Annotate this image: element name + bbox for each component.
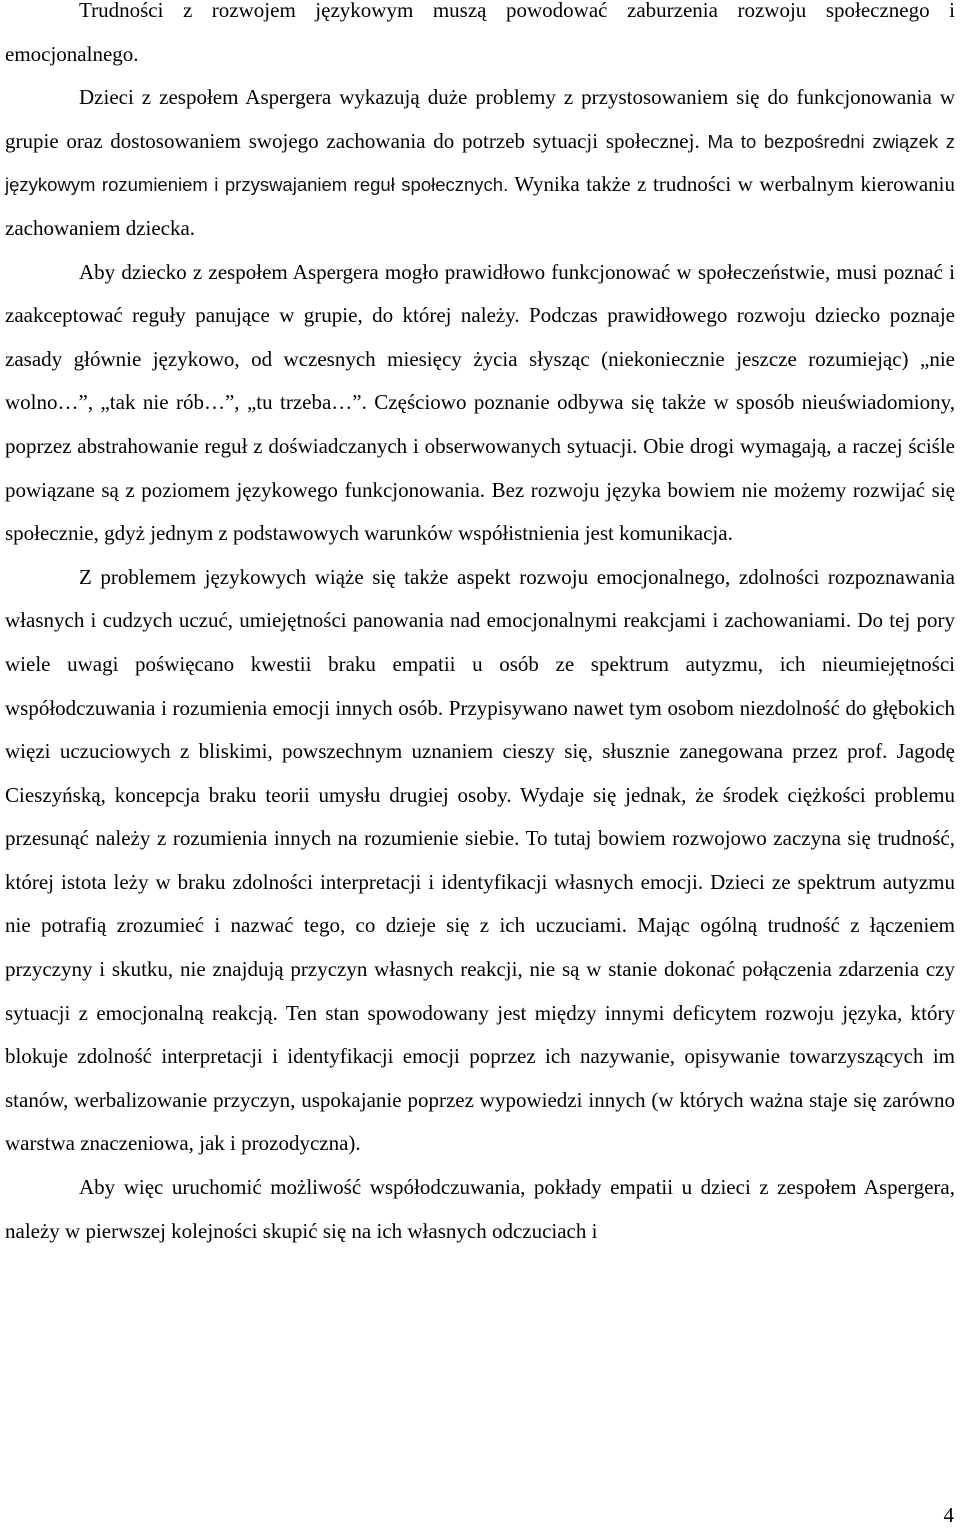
paragraph: [5, 251, 955, 556]
paragraph: [5, 0, 955, 76]
paragraph: [5, 76, 955, 250]
page-number: 4: [943, 1503, 954, 1527]
text-run: Wynika także z trudności w werbalnym kierowaniu zachowaniem dziecka.: [5, 172, 955, 240]
text-run: Ma to bezpośredni związek z językowym rozumieniem i przyswajaniem reguł społecznych.: [5, 130, 956, 196]
text-run: Aby więc uruchomić możliwość współodczuwania, pokłady empatii u dzieci z zespołem Aspergera, należy w pierwszej kolejności skupić się na ich własnych odczuciach i: [5, 1175, 955, 1243]
paragraph: [5, 1166, 955, 1253]
text-run: Dzieci z zespołem Aspergera wykazują duże problemy z przystosowaniem się do funkcjonowania w grupie oraz dostosowaniem swojego zachowania do potrzeb sytuacji społecznej.: [5, 85, 955, 153]
text-run: Trudności z rozwojem językowym muszą powodować zaburzenia rozwoju społecznego i emocjonalnego.: [5, 0, 955, 66]
paragraph: [5, 556, 955, 1166]
text-run: Aby dziecko z zespołem Aspergera mogło prawidłowo funkcjonować w społeczeństwie, musi poznać i zaakceptować reguły panujące w grupie, do której należy.: [5, 259, 955, 328]
text-run: Z problemem językowych wiąże się także aspekt rozwoju emocjonalnego, zdolności rozpoznawania własnych i cudzych uczuć, umiejętności panowania nad emocjonalnymi reakcjami i zachowaniami. Do tej pory wiele uwagi poświęcano kwestii braku empatii u osób ze spektrum autyzmu, ich nieumiejętności współodczuwania i rozumienia emocji innych osób. Przypisywano nawet tym osobom niezdolność do głębokich więzi uczuciowych z bliskimi, powszechnym uznaniem cieszy się, słusznie zanegowana przez prof. Jagodę Cieszyńską, koncepcja braku teorii umysłu drugiej osoby. Wydaje się jednak, że środek ciężkości problemu przesunąć należy z rozumienia innych na rozumienie siebie. To tutaj bowiem rozwojowo zaczyna się trudność, której istota leży w braku zdolności interpretacji i identyfikacji własnych emocji. Dzieci ze spektrum autyzmu nie potrafią zrozumieć i nazwać tego, co dzieje się z ich uczuciami. Mając ogólną trudność z łączeniem przyczyny i skutku, nie znajdują przyczyn własnych reakcji, nie są w stanie dokonać połączenia zdarzenia czy sytuacji z emocjonalną reakcją. Ten stan spowodowany jest między innymi deficytem rozwoju języka, który blokuje zdolność interpretacji i identyfikacji emocji poprzez ich nazywanie, opisywanie towarzyszących im stanów, werbalizowanie przyczyn, uspokajanie poprzez wypowiedzi innych (w których ważna staje się zarówno warstwa znaczeniowa, jak i prozodyczna).: [5, 564, 955, 1156]
body-text: [5, 0, 955, 1253]
text-run: Podczas prawidłowego rozwoju dziecko poznaje zasady głównie językowo, od wczesnych miesięcy życia słysząc (niekoniecznie jeszcze rozumiejąc) „nie wolno…”, „tak nie rób…”, „tu trzeba…”. Częściowo poznanie odbywa się także w sposób nieuświadomiony, poprzez abstrahowanie reguł z doświadczanych i obserwowanych sytuacji. Obie drogi wymagają, a raczej ściśle powiązane są z poziomem językowego funkcjonowania. Bez rozwoju języka bowiem nie możemy rozwijać się społecznie, gdyż jednym z podstawowych warunków współistnienia jest komunikacja.: [5, 303, 956, 546]
